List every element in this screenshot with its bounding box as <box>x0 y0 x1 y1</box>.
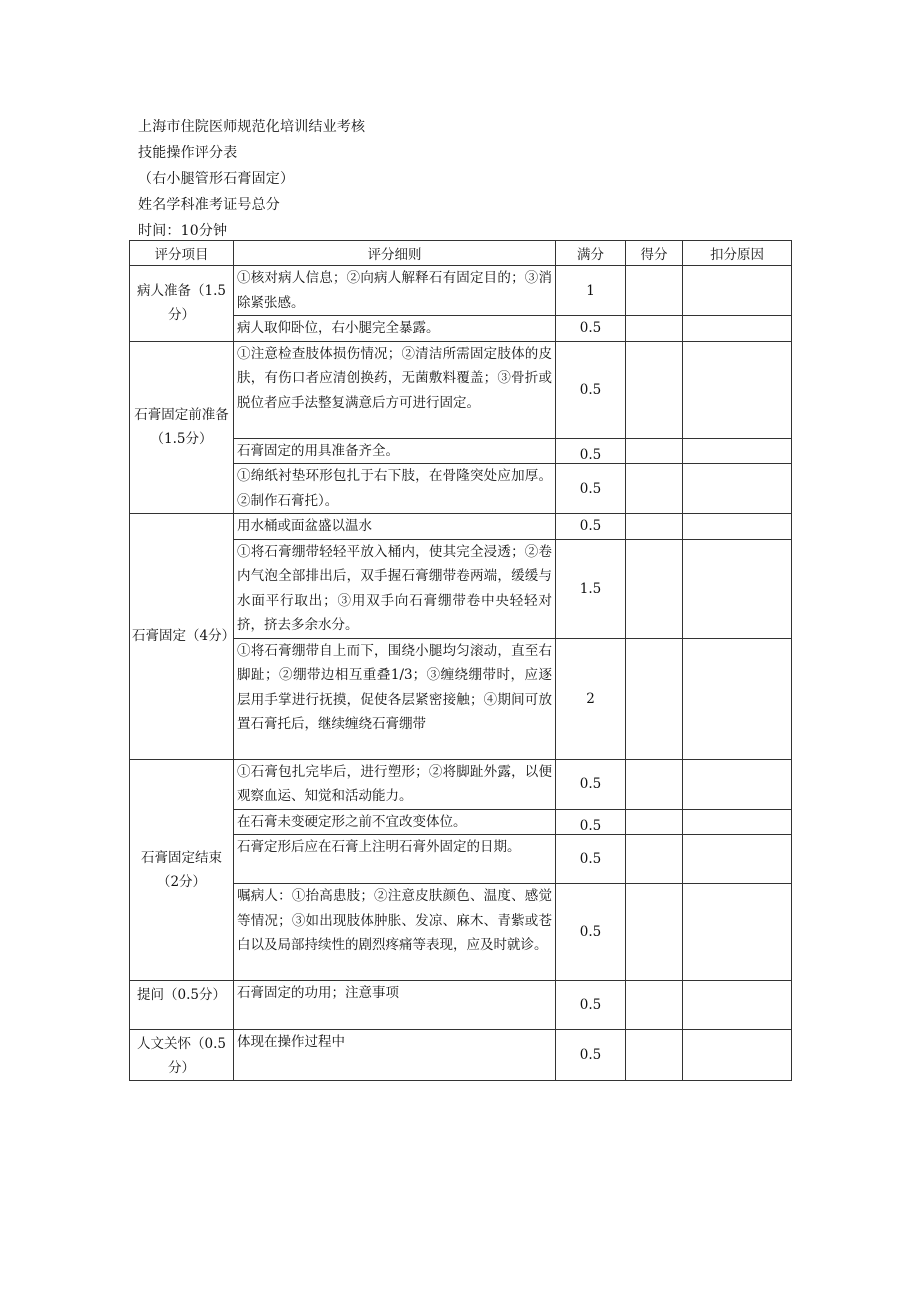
col-header-reason: 扣分原因 <box>683 241 792 266</box>
criteria-text: ①石膏包扎完毕后，进行塑形；②将脚趾外露，以便观察血运、知觉和活动能力。 <box>234 759 556 809</box>
procedure-title: （右小腿管形石膏固定） <box>138 171 295 187</box>
deduction-reason-cell[interactable] <box>683 759 792 809</box>
criteria-text: 病人取仰卧位，右小腿完全暴露。 <box>234 316 556 342</box>
score-cell[interactable] <box>626 266 683 316</box>
criteria-text: 石膏定形后应在石膏上注明石膏外固定的日期。 <box>234 835 556 884</box>
full-score: 0.5 <box>556 438 626 464</box>
deduction-reason-cell[interactable] <box>683 464 792 514</box>
criteria-text: 石膏固定的用具准备齐全。 <box>234 438 556 464</box>
score-cell[interactable] <box>626 835 683 884</box>
deduction-reason-cell[interactable] <box>683 266 792 316</box>
full-score: 0.5 <box>556 809 626 835</box>
category-patient-prep: 病人准备（1.5分） <box>130 266 234 342</box>
full-score: 0.5 <box>556 884 626 981</box>
criteria-text: ①将石膏绷带轻轻平放入桶内，使其完全浸透；②卷内气泡全部排出后，双手握石膏绷带卷两端，缓缓与水面平行取出；③用双手向石膏绷带卷中央轻轻对挤，挤去多余水分。 <box>234 539 556 638</box>
score-cell[interactable] <box>626 884 683 981</box>
deduction-reason-cell[interactable] <box>683 809 792 835</box>
deduction-reason-cell[interactable] <box>683 981 792 1030</box>
deduction-reason-cell[interactable] <box>683 539 792 638</box>
full-score: 0.5 <box>556 981 626 1030</box>
table-row <box>130 981 792 1030</box>
full-score: 0.5 <box>556 464 626 514</box>
criteria-text: 用水桶或面盆盛以温水 <box>234 514 556 540</box>
category-fixation-end: 石膏固定结束（2分） <box>130 759 234 981</box>
category-pre-fixation-prep: 石膏固定前准备（1.5分） <box>130 341 234 514</box>
score-cell[interactable] <box>626 638 683 759</box>
table-row <box>130 341 792 438</box>
criteria-text: ①绵纸衬垫环形包扎于右下肢，在骨隆突处应加厚。②制作石膏托）。 <box>234 464 556 514</box>
scoring-table <box>129 240 792 1081</box>
criteria-text: 嘱病人：①抬高患肢；②注意皮肤颜色、温度、感觉等情况；③如出现肢体肿胀、发凉、麻木、青紫或苍白以及局部持续性的剧烈疼痛等表现，应及时就诊。 <box>234 884 556 981</box>
deduction-reason-cell[interactable] <box>683 316 792 342</box>
criteria-text: 石膏固定的功用；注意事项 <box>234 981 556 1030</box>
table-row <box>130 759 792 809</box>
criteria-text: ①将石膏绷带自上而下，围绕小腿均匀滚动，直至右脚趾；②绷带边相互重叠1/3；③缠绕绷带时，应逐层用手掌进行抚摸，促使各层紧密接触；④期间可放置石膏托后，继续缠绕石膏绷带 <box>234 638 556 759</box>
score-cell[interactable] <box>626 341 683 438</box>
score-cell[interactable] <box>626 464 683 514</box>
deduction-reason-cell[interactable] <box>683 341 792 438</box>
table-row <box>130 1030 792 1081</box>
full-score: 2 <box>556 638 626 759</box>
category-humanistic-care: 人文关怀（0.5分） <box>130 1030 234 1081</box>
full-score: 0.5 <box>556 1030 626 1081</box>
full-score: 0.5 <box>556 341 626 438</box>
full-score: 0.5 <box>556 759 626 809</box>
exam-title: 上海市住院医师规范化培训结业考核 <box>138 119 366 135</box>
col-header-got: 得分 <box>626 241 683 266</box>
criteria-text: 体现在操作过程中 <box>234 1030 556 1081</box>
time-limit: 时间：10分钟 <box>138 223 228 239</box>
col-header-item: 评分项目 <box>130 241 234 266</box>
score-cell[interactable] <box>626 316 683 342</box>
category-fixation: 石膏固定（4分） <box>130 514 234 760</box>
full-score: 1 <box>556 266 626 316</box>
document-header <box>138 114 365 244</box>
full-score: 0.5 <box>556 514 626 540</box>
score-cell[interactable] <box>626 438 683 464</box>
score-cell[interactable] <box>626 539 683 638</box>
score-cell[interactable] <box>626 514 683 540</box>
category-questions: 提问（0.5分） <box>130 981 234 1030</box>
full-score: 0.5 <box>556 316 626 342</box>
deduction-reason-cell[interactable] <box>683 1030 792 1081</box>
deduction-reason-cell[interactable] <box>683 835 792 884</box>
score-cell[interactable] <box>626 809 683 835</box>
form-title: 技能操作评分表 <box>138 145 238 161</box>
deduction-reason-cell[interactable] <box>683 884 792 981</box>
table-row <box>130 514 792 540</box>
full-score: 1.5 <box>556 539 626 638</box>
table-row <box>130 266 792 316</box>
score-cell[interactable] <box>626 759 683 809</box>
criteria-text: 在石膏未变硬定形之前不宜改变体位。 <box>234 809 556 835</box>
deduction-reason-cell[interactable] <box>683 438 792 464</box>
col-header-detail: 评分细则 <box>234 241 556 266</box>
col-header-full: 满分 <box>556 241 626 266</box>
criteria-text: ①注意检查肢体损伤情况；②清洁所需固定肢体的皮肤，有伤口者应清创换药，无菌敷料覆盖；③骨折或脱位者应手法整复满意后方可进行固定。 <box>234 341 556 438</box>
criteria-text: ①核对病人信息；②向病人解释石有固定目的；③消除紧张感。 <box>234 266 556 316</box>
score-cell[interactable] <box>626 981 683 1030</box>
candidate-info-line: 姓名学科准考证号总分 <box>138 197 280 213</box>
deduction-reason-cell[interactable] <box>683 514 792 540</box>
table-header-row <box>130 241 792 266</box>
full-score: 0.5 <box>556 835 626 884</box>
deduction-reason-cell[interactable] <box>683 638 792 759</box>
score-cell[interactable] <box>626 1030 683 1081</box>
